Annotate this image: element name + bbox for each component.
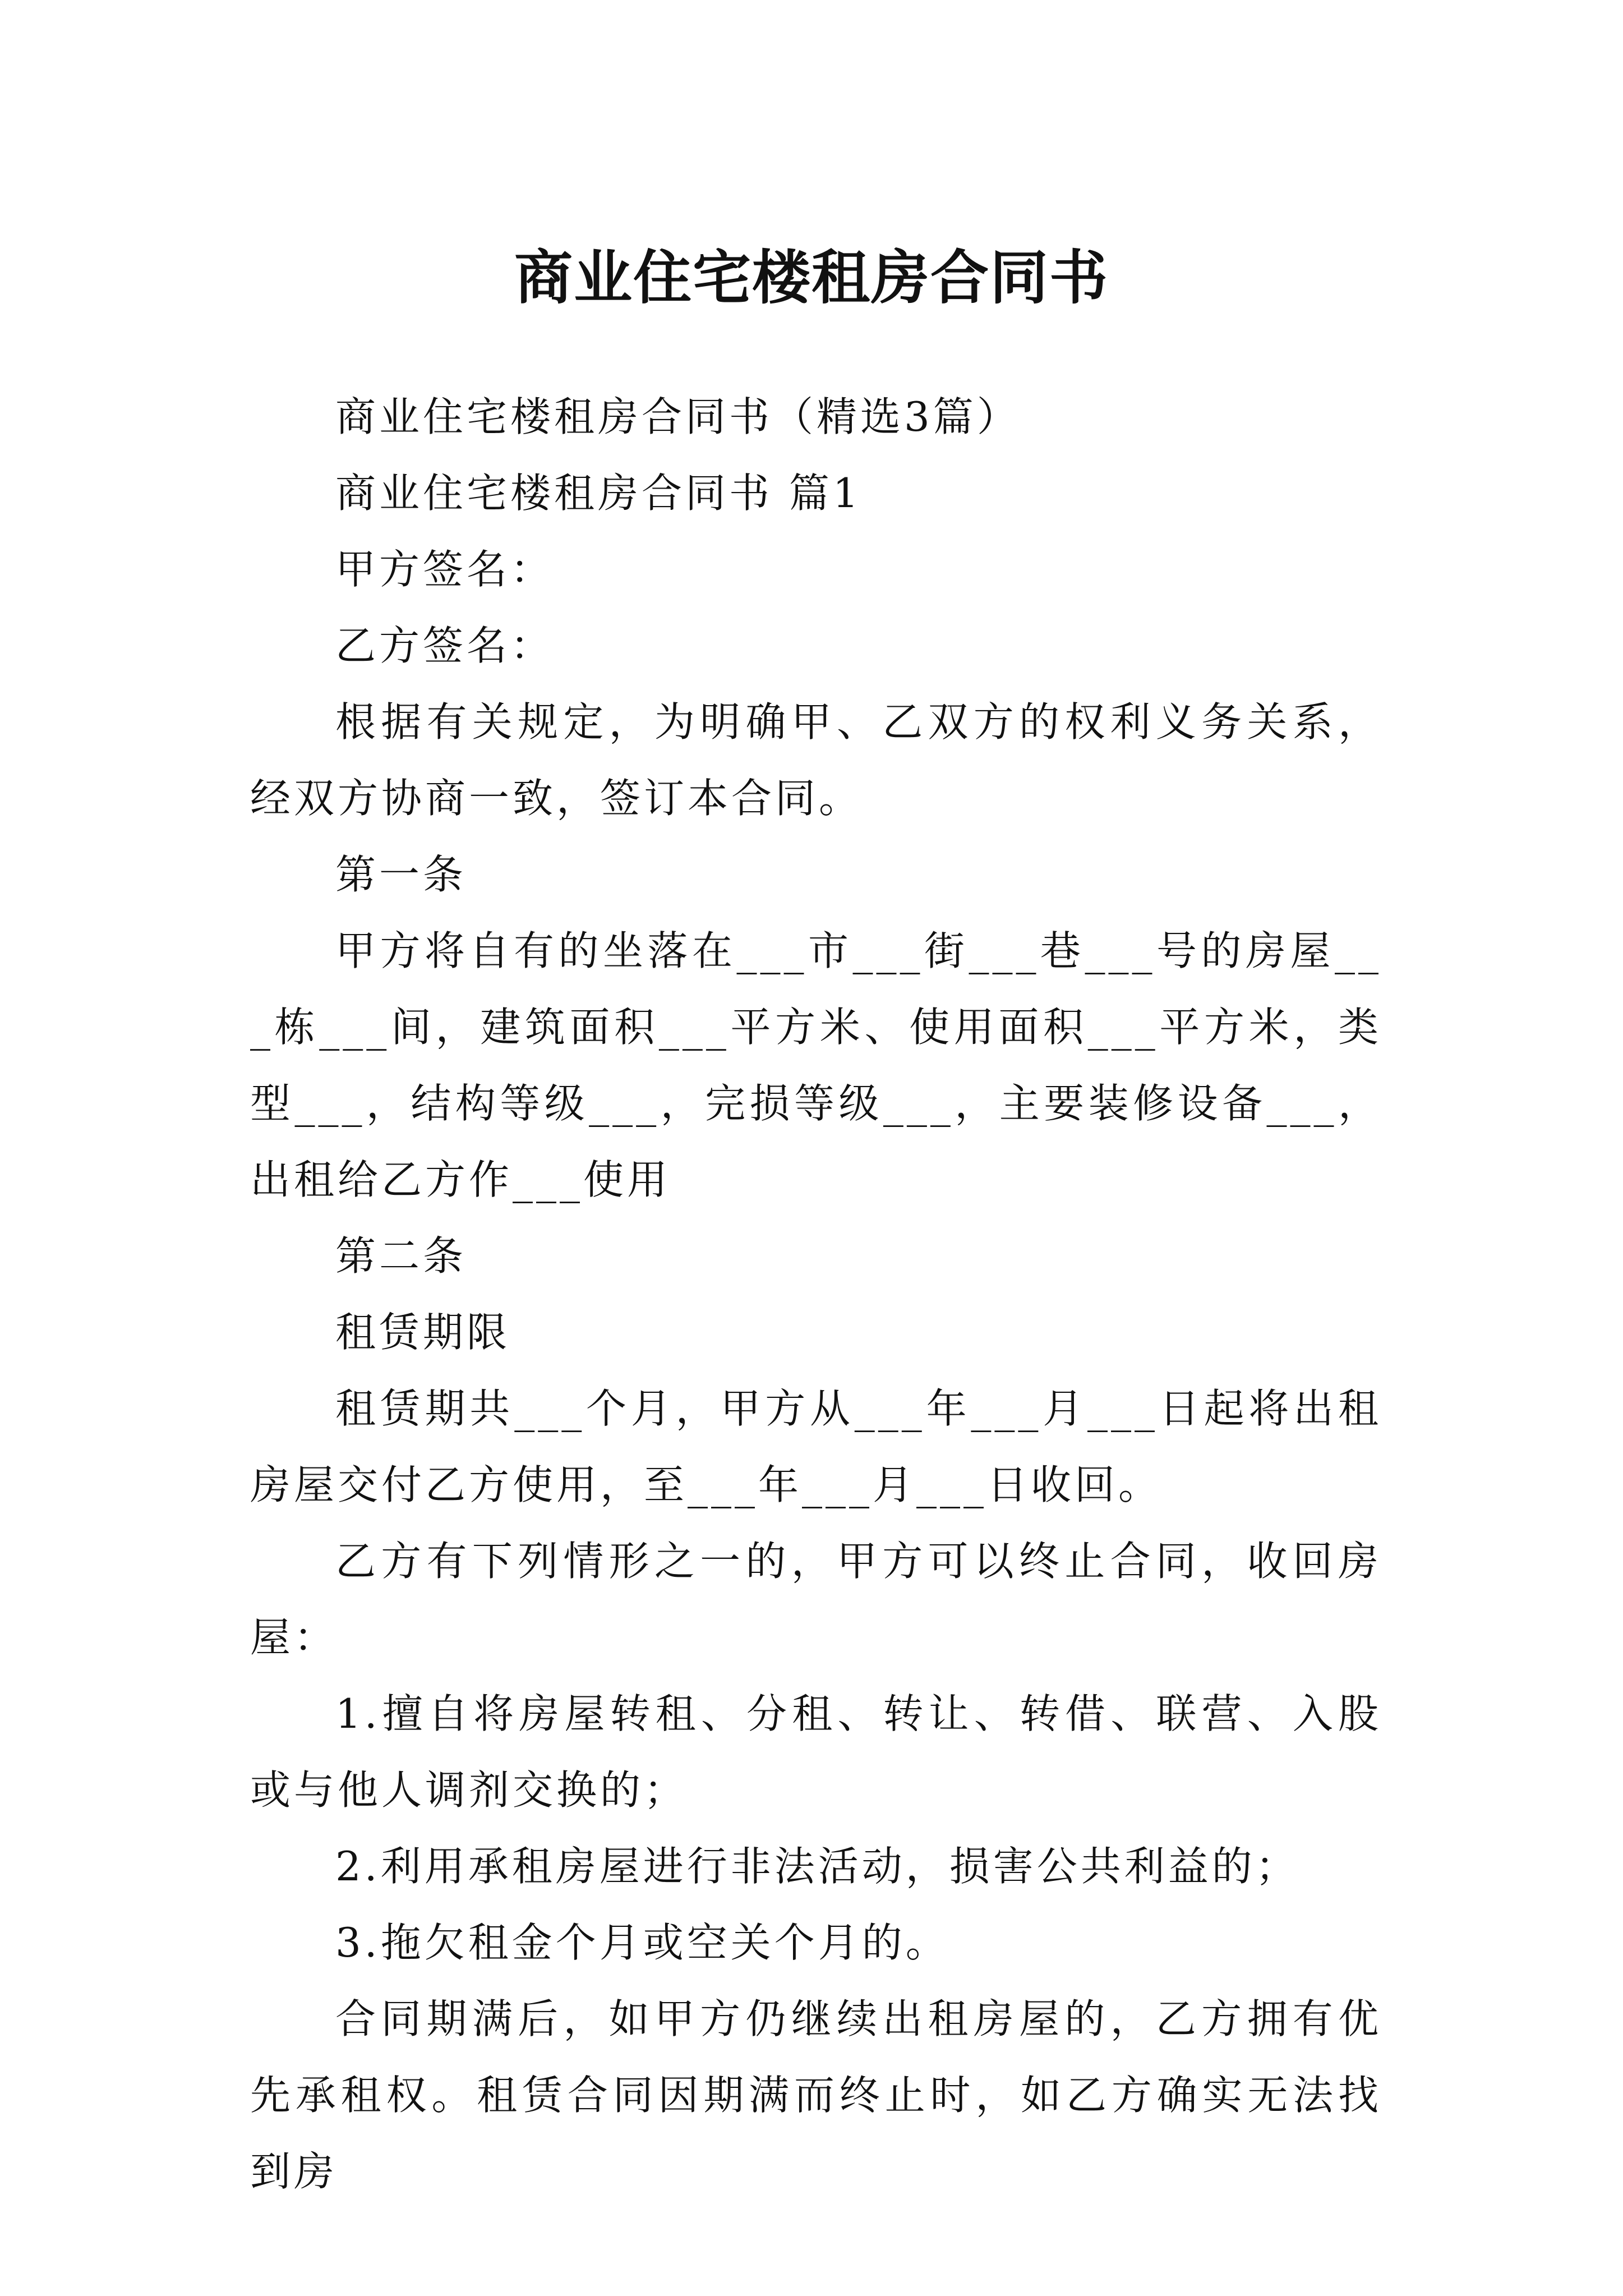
renewal-paragraph: 合同期满后，如甲方仍继续出租房屋的，乙方拥有优先承租权。租赁合同因期满而终止时，如乙方确实无法找到房 (250, 1995, 1382, 2195)
paragraph-subtitle: 商业住宅楼租房合同书（精选3篇） (335, 393, 1021, 440)
clause-2-subheading: 租赁期限 (335, 1309, 511, 1356)
paragraph-article-heading: 商业住宅楼租房合同书 篇1 (335, 470, 862, 517)
document-title: 商业住宅楼租房合同书 (514, 242, 1109, 312)
party-a-signature: 甲方签名： (335, 546, 555, 593)
clause-1-heading: 第一条 (335, 851, 467, 898)
paragraph-preamble: 根据有关规定，为明确甲、乙双方的权利义务关系，经双方协商一致，签订本合同。 (250, 698, 1382, 822)
party-b-signature: 乙方签名： (335, 622, 555, 669)
clause-2-heading: 第二条 (335, 1232, 467, 1280)
clause-1-body: 甲方将自有的坐落在___市___街___巷___号的房屋___栋___间，建筑面积___平方米、使用面积___平方米，类型___，结构等级___，完损等级___，主要装修设备___，出租给乙方作___使用 (250, 927, 1382, 1203)
termination-conditions-intro: 乙方有下列情形之一的，甲方可以终止合同，收回房屋： (250, 1538, 1382, 1661)
termination-condition-3: 3.拖欠租金个月或空关个月的。 (335, 1919, 949, 1966)
termination-condition-2: 2.利用承租房屋进行非法活动，损害公共利益的； (335, 1843, 1299, 1890)
termination-condition-1: 1.擅自将房屋转租、分租、转让、转借、联营、入股或与他人调剂交换的； (250, 1690, 1382, 1814)
lease-term-paragraph: 租赁期共___个月，甲方从___年___月___日起将出租房屋交付乙方使用，至___年___月___日收回。 (250, 1385, 1382, 1508)
document-body (250, 379, 1382, 2210)
